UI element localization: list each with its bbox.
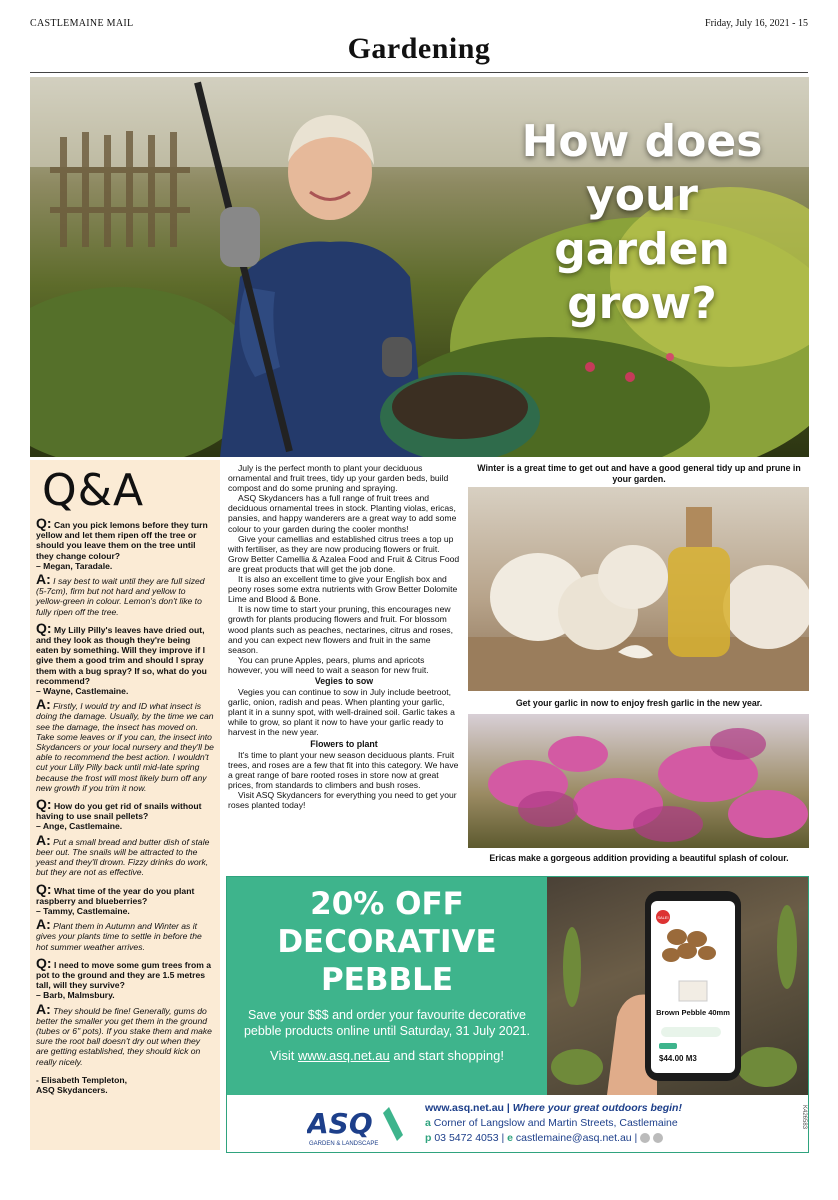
qa-list (36, 515, 214, 1067)
phone-price: $44.00 M3 (659, 1054, 697, 1063)
a-marker: A: (36, 696, 51, 713)
qa-sign-org: ASQ Skydancers. (36, 1084, 108, 1095)
ad-phone[interactable]: 03 5472 4053 (434, 1132, 499, 1144)
ad-email[interactable]: castlemaine@asq.net.au (515, 1132, 632, 1144)
question-text: I need to move some gum trees from a pot to the ground and they are 1.5 metres tall, will they survive? (36, 959, 212, 991)
visit-post: and start shopping! (389, 1048, 504, 1063)
article-paragraph: You can prune Apples, pears, plums and apricots however, you will need to wait a season for new fruit. (228, 654, 429, 675)
answer (36, 831, 214, 878)
qa-box (30, 460, 220, 1150)
question-author: – Ange, Castlemaine. (36, 821, 123, 832)
address-label: a (425, 1117, 431, 1129)
ad-phone-photo (547, 877, 809, 1095)
answer-text: Put a small bread and butter dish of stale beer out. The snails will be attracted to the yeast and they'll drown. Fizzy drinks do work, but they are not as effective. (36, 836, 210, 878)
ad-url-link[interactable]: www.asq.net.au (297, 1048, 390, 1063)
ad-footer (227, 1095, 809, 1153)
qa-item (36, 619, 214, 793)
answer-text: I say best to wait until they are full sized (5-7cm), firm but not hard and yellow to yellow-green in colour. Lemon's don't like to fully ripen off the tree. (36, 576, 205, 617)
article-paragraph: It's time to plant your new season deciduous plants. Fruit trees, and roses are a few that fit into this category. We have a great range of bare rooted roses in store now at great prices, from standards to climbers and bush roses. (228, 749, 459, 790)
ad-visit (227, 1048, 547, 1063)
subhead-vegies: Vegies to sow (314, 675, 374, 686)
question-author: – Barb, Malmsbury. (36, 990, 115, 1001)
question (36, 619, 214, 686)
article-paragraph: ASQ Skydancers has a full range of fruit trees and deciduous ornamental trees in stock. Planting violas, ericas, pansies, and happy wanderers are a great way to add some colour to your garden during the cooler months! (228, 493, 457, 534)
article-paragraph: Give your camellias and established citrus trees a top up with fertiliser, as they are now producing flowers or fruit. Grow Better Camellia & Azalea Food and Fruit & Citrus Food are great products that will get the job done. (228, 533, 460, 574)
a-marker: A: (36, 571, 51, 588)
ad-address: Corner of Langslow and Martin Streets, Castlemaine (433, 1117, 678, 1129)
article-paragraph: Vegies you can continue to sow in July include beetroot, garlic, onion, radish and peas. When planting your garlic, plant it in a sunny spot, with well-drained soil. Garlic takes a while to grow, so plant it now to have your garlic ready to harvest in the new year. (228, 687, 455, 738)
question-author: – Megan, Taradale. (36, 560, 113, 571)
qa-title: Q&A (42, 465, 145, 516)
ad-headline (227, 885, 547, 999)
answer (36, 1000, 214, 1067)
subhead-flowers: Flowers to plant (310, 738, 378, 749)
ad-site-line: www.asq.net.au | Where your great outdoors begin! (425, 1102, 682, 1114)
question-text: My Lilly Pilly's leaves have dried out, and they look as though they're being eaten by something. Will they improve if I give them a good trim and should I spray them with a bug spray? If so, what do you recommend? (36, 624, 207, 686)
qa-item (36, 954, 214, 1067)
qa-item (36, 796, 214, 878)
question-text: What time of the year do you plant raspberry and blueberries? (36, 885, 195, 906)
hero-headline: How does your garden grow? (521, 116, 763, 329)
phone-label: p (425, 1132, 432, 1144)
ad-slogan: Where your great outdoors begin! (512, 1102, 682, 1114)
hero-photo (30, 77, 809, 457)
erica-photo (468, 714, 809, 848)
dateline: Friday, July 16, 2021 - 15 (705, 18, 808, 29)
asq-logo[interactable] (307, 1105, 412, 1149)
ad-reference-code: K426583 (801, 1105, 807, 1130)
q-marker: Q: (36, 515, 52, 531)
garlic-photo (468, 487, 809, 691)
question-text: How do you get rid of snails without having to use snail pellets? (36, 801, 202, 822)
question (36, 515, 214, 561)
q-marker: Q: (36, 619, 52, 636)
masthead: CASTLEMAINE MAIL (30, 18, 134, 29)
a-marker: A: (36, 831, 51, 848)
qa-item (36, 880, 214, 952)
logo-subtext: GARDEN & LANDSCAPE (309, 1141, 379, 1147)
ad-body: Save your $$$ and order your favourite decorative pebble products online until Saturday, 31 July 2021. (243, 1008, 531, 1038)
question (36, 954, 214, 991)
ad-headline-line: DECORATIVE (277, 924, 497, 960)
article-body (228, 463, 460, 810)
facebook-icon[interactable] (640, 1133, 650, 1143)
a-marker: A: (36, 916, 51, 933)
header-rule (30, 72, 808, 73)
answer (36, 916, 214, 952)
q-marker: Q: (36, 880, 52, 897)
article-paragraph: It is now time to start your pruning, this encourages new growth for plants producing flowers and fruit. For blossom wood plants such as peaches, nectarines, citrus and roses, and you can expect new flowers and fruit in the same season. (228, 604, 453, 655)
phone-product-name: Brown Pebble 40mm (656, 1008, 730, 1017)
garlic-illustration (468, 487, 809, 691)
visit-pre: Visit (270, 1048, 298, 1063)
ad-headline-line: PEBBLE (320, 962, 454, 998)
ad-promo-panel (227, 877, 547, 1095)
logo-text: ASQ (307, 1107, 373, 1140)
ad-phone-line: p 03 5472 4053 | e castlemaine@asq.net.au | (425, 1131, 682, 1146)
article-paragraph: It is also an excellent time to give your English box and peony roses some extra nutrients with Grow Better Dolomite Lime and Blood & Bone. (228, 574, 458, 605)
qa-signature (36, 1075, 214, 1095)
ad-contact-lines (425, 1101, 682, 1146)
a-marker: A: (36, 1000, 51, 1017)
phone-sale-badge: SALE! (657, 915, 669, 920)
answer-text: They should be fine! Generally, gums do better the smaller you get them in the ground (tubes or 6" pots). If you stake them and make sure the root ball doesn't dry out when they are getting established, they should kick on really nicely. (36, 1005, 212, 1067)
question-author: – Tammy, Castlemaine. (36, 905, 130, 916)
ad-address-line (425, 1116, 682, 1131)
ad-headline-line: 20% OFF (310, 886, 464, 922)
answer-text: Firstly, I would try and ID what insect is doing the damage. Usually, by the time we can see the damage, the insect has moved on. Take some leaves or if you can, the insect into Skydancers or your local nursery and they'll be able to recommend the best action. I wouldn't cut your Lilly Pilly back until mid-late spring because the frost will most likely burn off any new growth if you trim it now. (36, 701, 214, 793)
caption-erica: Ericas make a gorgeous addition providing a beautiful splash of colour. (489, 853, 789, 863)
question-author: – Wayne, Castlemaine. (36, 686, 129, 697)
caption-garlic: Get your garlic in now to enjoy fresh garlic in the new year. (515, 698, 763, 708)
article-paragraph: Visit ASQ Skydancers for everything you need to get your roses planted today! (228, 790, 457, 811)
email-label: e (507, 1132, 513, 1144)
question (36, 796, 214, 822)
answer-text: Plant them in Autumn and Winter as it gives your plants time to settle in before the hot summer weather arrives. (36, 921, 202, 952)
q-marker: Q: (36, 796, 52, 813)
qa-item (36, 515, 214, 617)
ad-site[interactable]: www.asq.net.au (425, 1102, 504, 1114)
asq-advertisement (226, 876, 809, 1153)
answer (36, 696, 214, 793)
phone-hand-illustration (547, 877, 809, 1095)
answer (36, 571, 214, 617)
q-marker: Q: (36, 954, 52, 971)
erica-illustration (468, 714, 809, 848)
section-title: Gardening (347, 32, 491, 65)
qa-sign-name: - Elisabeth Templeton, (36, 1074, 128, 1085)
question-text: Can you pick lemons before they turn yellow and let them ripen off the tree or should you leave them on the tree until they change colour? (36, 520, 208, 561)
caption-tidy: Winter is a great time to get out and have a good general tidy up and prune in your garden. (477, 463, 801, 484)
question (36, 880, 214, 906)
article-paragraph: July is the perfect month to plant your deciduous ornamental and fruit trees, tidy up your garden beds, build compost and do some pruning and spraying. (228, 463, 449, 494)
instagram-icon[interactable] (653, 1133, 663, 1143)
